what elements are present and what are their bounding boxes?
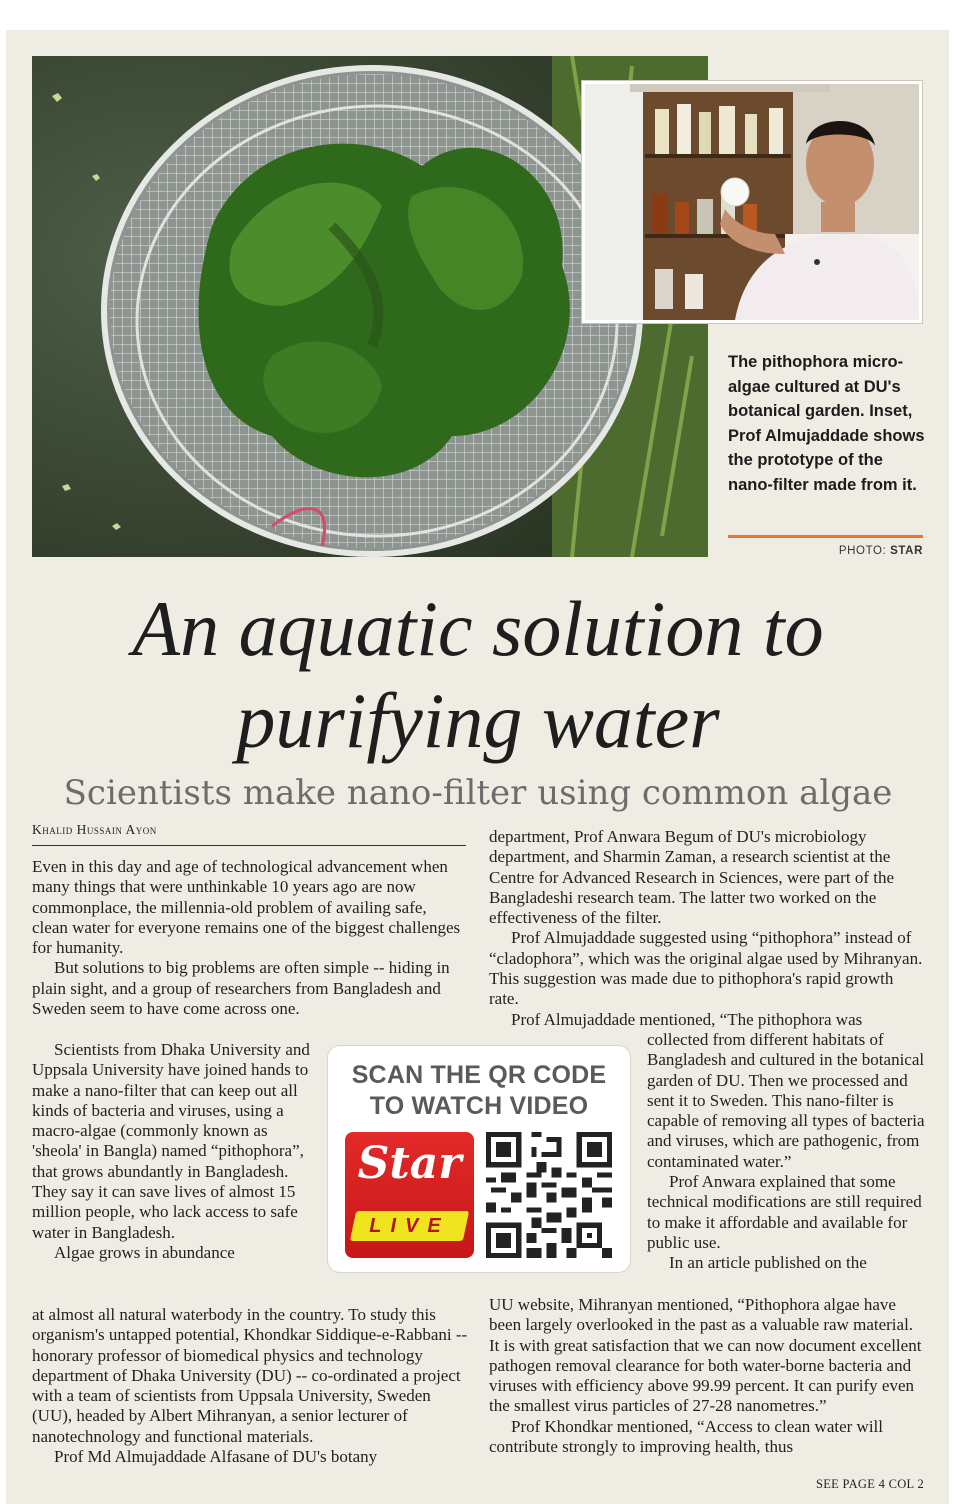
article-left-top (32, 857, 466, 1019)
qr-promo-line2: TO WATCH VIDEO (369, 1092, 589, 1120)
paragraph: In an article published on the (669, 1253, 867, 1273)
star-live-logo (345, 1132, 474, 1258)
paragraph: at almost all natural waterbody in the country. To study this organism's untapped potential, Khondkar Siddique-e-Rabbani -- honorary professor of biomedical physics and technology department of Dhaka University (DU) -- co-ordinated a project with a team of scientists from Uppsala University, Sweden (UU), headed by Albert Mihranyan, a senior lecturer of nanotechnology and functional materials. (32, 1305, 468, 1446)
qr-promo-box[interactable] (328, 1046, 630, 1272)
inset-photo-professor (582, 81, 922, 323)
paragraph: But solutions to big problems are often simple -- hiding in plain sight, and a group of researchers from Bangladesh and Sweden seem to have come across one. (32, 958, 450, 1019)
article-right-bottom (489, 1295, 925, 1457)
subheadline: Scientists make nano-filter using common algae (63, 773, 893, 813)
article-right-top (489, 827, 925, 1030)
paragraph: UU website, Mihranyan mentioned, “Pithophora algae have been largely overlooked in the past as a valuable raw material. It is with great satisfaction that we can now document excellent pathogen removal clearance for both water-borne bacteria and viruses with efficiency above 99.99 percent. It can purify even the smallest virus particles of 27-28 nanometres.” (489, 1295, 922, 1416)
article-left-bottom (32, 1305, 468, 1467)
paragraph: Prof Almujaddade suggested using “pithophora” instead of “cladophora”, which was the original algae used by Mihranyan. This suggestion was made due to pithophora's rapid growth rate. (489, 928, 923, 1009)
photo-caption: The pithophora micro-algae cultured at DU's botanical garden. Inset, Prof Almujaddade shows the prototype of the nano-filter made from it. (728, 353, 925, 494)
byline: Khalid Hussain Ayon (32, 822, 157, 837)
caption-rule (728, 535, 923, 538)
paragraph: Prof Khondkar mentioned, “Access to clean water will contribute strongly to improving health, thus (489, 1416, 883, 1457)
star-logo-live: LIVE (369, 1215, 450, 1237)
headline: An aquatic solution to purifying water (132, 585, 824, 764)
article-right-narrow (647, 1030, 927, 1274)
photo-credit (700, 545, 923, 557)
paragraph: Algae grows in abundance (54, 1242, 235, 1262)
article-left-narrow (32, 1040, 314, 1263)
continuation-note: SEE PAGE 4 COL 2 (815, 1477, 924, 1491)
byline-rule (32, 845, 466, 846)
paragraph: department, Prof Anwara Begum of DU's microbiology department, and Sharmin Zaman, a research scientist at the Centre for Advanced Research in Sciences, were part of the Bangladeshi research team. The latter two worked on the effectiveness of the filter. (489, 827, 894, 928)
paragraph: Prof Almujaddade mentioned, “The pithophora was (511, 1009, 863, 1029)
paragraph: Prof Md Almujaddade Alfasane of DU's botany (54, 1447, 378, 1467)
paragraph: collected from different habitats of Bangladesh and cultured in the botanical garden of DU. Then we processed and sent it to Sweden. This nano-filter is capable of removing all types of bacteria and viruses, which are pathogenic, from contaminated water.” (647, 1030, 925, 1171)
star-logo-word: Star (357, 1138, 462, 1189)
qr-promo-line1: SCAN THE QR CODE (351, 1061, 607, 1089)
photo-credit-label: PHOTO: (838, 545, 887, 557)
qr-code-icon[interactable] (486, 1132, 612, 1258)
paragraph: Even in this day and age of technological advancement when many things that were unthinkable 10 years ago are now commonplace, the millennia-old problem of availing safe, clean water for everyone remains one of the biggest challenges for humanity. (32, 857, 461, 958)
paragraph: Scientists from Dhaka University and Uppsala University have joined hands to make a nano-filter that can keep out all kinds of bacteria and viruses, using a macro-algae (commonly known as 'sheola' in Bangla) named “pithophora”, that grows abundantly in Bangladesh. They say it can save lives of almost 15 million people, who lack access to safe water in Bangladesh. (32, 1040, 310, 1242)
qr-promo-title (328, 1060, 630, 1122)
paragraph: Prof Anwara explained that some technical modifications are still required to make it affordable and available for public use. (647, 1172, 922, 1252)
lab-scene-illustration (585, 84, 919, 320)
photo-credit-source: STAR (890, 545, 923, 557)
